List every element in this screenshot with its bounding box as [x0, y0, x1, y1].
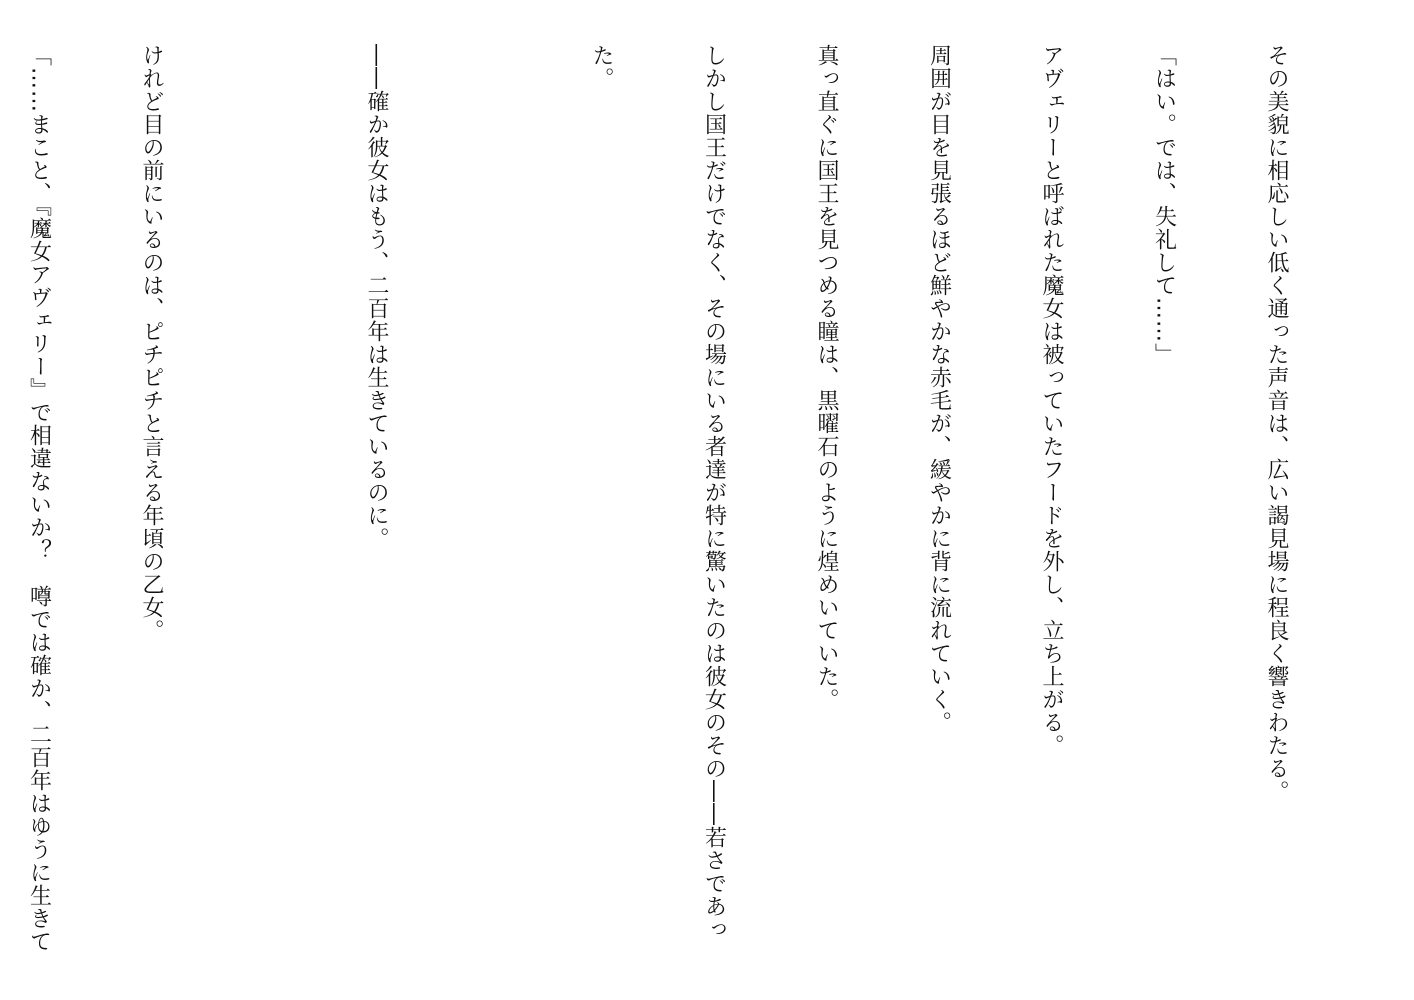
- blank-line: [245, 44, 283, 974]
- text-line: しかし国王だけでなく、その場にいる者達が特に驚いたのは彼女のその――若さであっ: [701, 44, 727, 941]
- text-line: その美貌に相応しい低く通った声音は、広い謁見場に程良く響きわたる。: [1264, 44, 1289, 803]
- vertical-text-block: [0, 44, 1370, 974]
- text-line: けれど目の前にいるのは、ピチピチと言える年頃の乙女。: [139, 44, 164, 642]
- blank-line: [470, 44, 508, 974]
- text-line: ――確か彼女はもう、二百年は生きているのに。: [364, 44, 389, 550]
- text-line: 周囲が目を見張るほど鮮やかな赤毛が、緩やかに背に流れていく。: [926, 44, 952, 734]
- text-line: 「……まこと、『魔女アヴェリー』で相違ないか？ 噂では確か、二百年はゆうに生きて: [26, 44, 52, 953]
- text-line: た。: [589, 44, 614, 90]
- text-line: アヴェリーと呼ばれた魔女は被っていたフードを外し、立ち上がる。: [1039, 44, 1064, 757]
- text-line: 真っ直ぐに国王を見つめる瞳は、黒曜石のように煌めいていた。: [814, 44, 839, 711]
- text-line: 「はい。では、失礼して……」: [1151, 44, 1177, 366]
